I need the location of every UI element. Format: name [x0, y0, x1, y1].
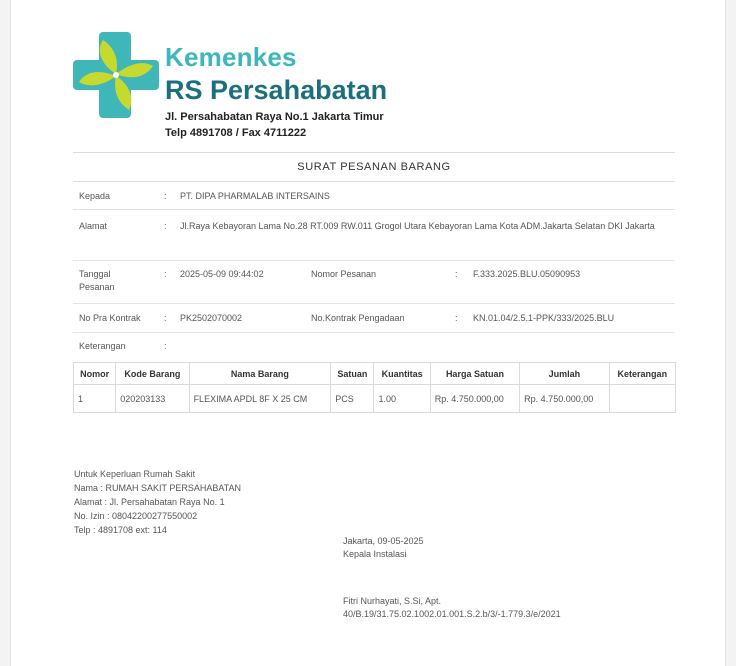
keterangan-row [73, 333, 675, 359]
colon: : [164, 313, 167, 323]
document-page [10, 0, 726, 666]
col-kode-barang: Kode Barang [116, 363, 189, 385]
col-nama-barang: Nama Barang [189, 363, 331, 385]
signer-position: Kepala Instalasi [343, 549, 407, 559]
colon: : [164, 269, 167, 279]
footer-alamat: Alamat : Jl. Persahabatan Raya No. 1 [74, 497, 225, 507]
tanggal-label: Tanggal Pesanan [79, 269, 115, 292]
alamat-value: Jl.Raya Kebayoran Lama No.28 RT.009 RW.011 Grogol Utara Kebayoran Lama Kota ADM.Jakarta Selatan DKI Jakarta [180, 221, 655, 231]
hospital-info [74, 467, 241, 537]
kepada-label: Kepada [79, 191, 111, 201]
hospital-address: Jl. Persahabatan Raya No.1 Jakarta Timur [165, 111, 384, 123]
letterhead [73, 30, 693, 150]
kemenkes-logo-icon [73, 30, 159, 120]
cell-nama-barang: FLEXIMA APDL 8F X 25 CM [189, 385, 331, 413]
signer-id: 40/B.19/31.75.02.1002.01.001.S.2.b/3/-1.779.3/e/2021 [343, 609, 561, 619]
cell-keterangan [609, 385, 675, 413]
footer-nama: Nama : RUMAH SAKIT PERSAHABATAN [74, 483, 242, 493]
kepada-row [73, 182, 675, 210]
kontrak-label: No.Kontrak Pengadaan [311, 313, 405, 323]
col-harga-satuan: Harga Satuan [430, 363, 519, 385]
tanggal-row [73, 261, 675, 304]
items-table [73, 362, 676, 413]
colon: : [455, 269, 458, 279]
hospital-phone: Telp 4891708 / Fax 4711222 [165, 127, 307, 139]
cell-kuantitas: 1.00 [374, 385, 430, 413]
col-kuantitas: Kuantitas [374, 363, 430, 385]
signer-name: Fitri Nurhayati, S.Si, Apt. [343, 596, 442, 606]
col-satuan: Satuan [331, 363, 374, 385]
table-row [74, 385, 676, 413]
cell-nomor: 1 [74, 385, 116, 413]
order-details [73, 152, 675, 359]
cell-harga-satuan: Rp. 4.750.000,00 [430, 385, 519, 413]
nomor-label: Nomor Pesanan [311, 269, 377, 279]
prakontrak-label: No Pra Kontrak [79, 313, 141, 323]
col-keterangan: Keterangan [609, 363, 675, 385]
kontrak-row [73, 304, 675, 333]
tanggal-value: 2025-05-09 09:44:02 [180, 269, 264, 279]
hospital-name: RS Persahabatan [165, 75, 388, 105]
colon: : [455, 313, 458, 323]
document-title: SURAT PESANAN BARANG [73, 152, 675, 182]
signature-block [343, 535, 424, 561]
col-jumlah: Jumlah [520, 363, 609, 385]
table-header-row [74, 363, 676, 385]
kepada-value: PT. DIPA PHARMALAB INTERSAINS [180, 191, 330, 201]
cell-satuan: PCS [331, 385, 374, 413]
keterangan-label: Keterangan [79, 341, 126, 351]
colon: : [164, 221, 167, 231]
footer-telp: Telp : 4891708 ext: 114 [74, 525, 167, 535]
signer-info [343, 595, 561, 621]
col-nomor: Nomor [74, 363, 116, 385]
nomor-value: F.333.2025.BLU.05090953 [473, 269, 581, 279]
alamat-row [73, 210, 675, 261]
cell-jumlah: Rp. 4.750.000,00 [520, 385, 609, 413]
colon: : [164, 191, 167, 201]
colon: : [164, 341, 167, 351]
brand-name: Kemenkes [165, 42, 297, 72]
footer-heading: Untuk Keperluan Rumah Sakit [74, 469, 196, 479]
kontrak-value: KN.01.04/2.5.1-PPK/333/2025.BLU [473, 313, 615, 323]
prakontrak-value: PK2502070002 [180, 313, 243, 323]
cell-kode-barang: 020203133 [116, 385, 189, 413]
alamat-label: Alamat [79, 221, 108, 231]
place-date: Jakarta, 09-05-2025 [343, 536, 424, 546]
footer-izin: No. Izin : 08042200277550002 [74, 511, 198, 521]
